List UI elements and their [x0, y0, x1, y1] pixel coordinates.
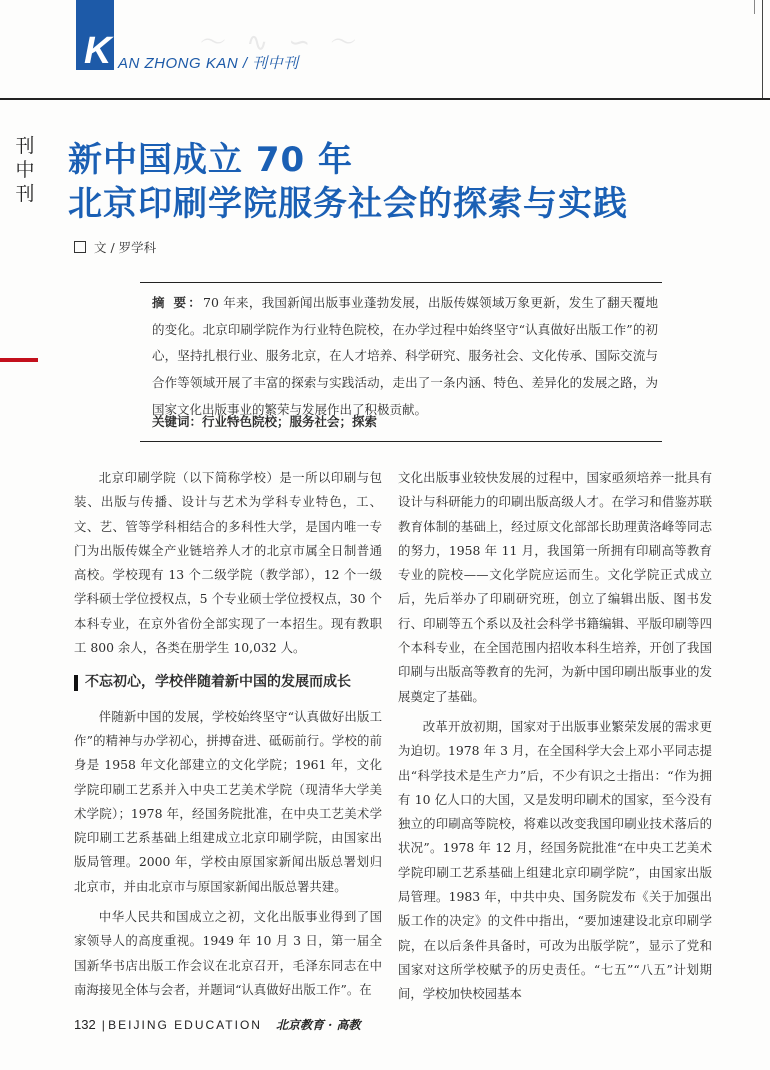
page-number: 132: [74, 1017, 96, 1032]
footer-divider: |: [101, 1018, 109, 1032]
section-side-tab: [14, 134, 36, 206]
side-tab-char: 刊: [15, 183, 35, 205]
title-line-1: 新中国成立 70 年: [68, 140, 353, 180]
header-rule: [0, 98, 770, 100]
abstract-label: 摘 要：: [152, 295, 204, 310]
keywords-label: 关键词：: [152, 414, 203, 429]
paragraph: 文化出版事业较快发展的过程中，国家亟须培养一批具有设计与科研能力的印刷出版高级人才。在学习和借鉴苏联教育体制的基础上，经过原文化部部长助理黄洛峰等同志的努力，1958 年 11 月，我国第一所拥有印刷高等教育专业的院校——文化学院应运而生。文化学院正式成立后，先后举办了印刷研究班，创立了编辑出版、图书发行、印刷等五个系以及社会科学书籍编辑、平版印刷等四个本科专业，在全国范围内招收本科生培养，开创了我国印刷与出版高等教育的先河，为新中国印刷出版事业的发展奠定了基础。: [398, 470, 712, 704]
header-k-letter: K: [84, 30, 112, 72]
paragraph: 北京印刷学院（以下简称学校）是一所以印刷与包装、出版与传播、设计与艺术为学科专业特色，工、文、艺、管等学科相结合的多科性大学，是国内唯一专门为出版传媒全产业链培养人才的北京市属全日制普通高校。学校现有 13 个二级学院（教学部），12 个一级学科硕士学位授权点，5 个专业硕士学位授权点，30 个本科专业，在京外省份全部实现了一本招生。现有教职工 800 余人，各类在册学生 10,032 人。: [74, 470, 382, 656]
keywords-text: 行业特色院校；服务社会；探索: [202, 414, 378, 429]
title-line-2: 北京印刷学院服务社会的探索与实践: [68, 184, 628, 224]
crop-mark: [744, 0, 755, 14]
paragraph: 改革开放初期，国家对于出版事业繁荣发展的需求更为迫切。1978 年 3 月，在全国科学大会上邓小平同志提出“科学技术是生产力”后，不少有识之士指出：“作为拥有 10 亿人口的大国，又是发明印刷术的国家，至今没有独立的印刷高等院校，将难以改变我国印刷业技术落后的状况”。1978 年 12 月，经国务院批准“在中央工艺美术学院印刷工艺系基础上组建北京印刷学院”，由国家出版局管理。1983 年，中共中央、国务院发布《关于加强出版工作的决定》的文件中指出，“要加速建设北京印刷学院，在以后条件具备时，可改为出版学院”，显示了党和国家对这所学校赋予的历史责任。“七五”“八五”计划期间，学校加快校园基本: [398, 718, 712, 1002]
publication-logo: 北京教育 · 高教: [275, 1018, 361, 1032]
paragraph: 中华人民共和国成立之初，文化出版事业得到了国家领导人的高度重视。1949 年 10 月 3 日，第一届全国新华书店出版工作会议在北京召开，毛泽东同志在中南海接见全体与会者，并题词“认真做好出版工作”。在: [74, 909, 382, 997]
header-watermark: 〜 ∿ ∽ 〜: [200, 28, 363, 58]
header-edge-line: [762, 0, 763, 100]
section-heading-text: 不忘初心，学校伴随着新中国的发展而成长: [85, 674, 351, 691]
section-heading: [74, 670, 382, 694]
side-tab-char: 刊: [15, 135, 35, 157]
side-tab-char: 中: [15, 159, 35, 181]
abstract-block: [152, 290, 658, 424]
header-series-name: AN ZHONG KAN / 刊中刊: [118, 55, 299, 72]
byline: [74, 238, 156, 256]
abstract-text: 70 年来，我国新闻出版事业蓬勃发展，出版传媒领域万象更新，发生了翻天覆地的变化。北京印刷学院作为行业特色院校，在办学过程中始终坚守“认真做好出版工作”的初心，坚持扎根行业、服务北京，在人才培养、科学研究、服务社会、文化传承、国际交流与合作等领域开展了丰富的探索与实践活动，走出了一条内涵、特色、差异化的发展之路，为国家文化出版事业的繁荣与发展作出了积极贡献。: [152, 295, 658, 417]
abstract-bottom-rule: [140, 441, 662, 442]
byline-text: 文 / 罗学科: [94, 240, 157, 255]
body-column-right: [398, 466, 712, 1013]
publication-name: BEIJING EDUCATION: [108, 1018, 262, 1032]
page-footer: [74, 1016, 361, 1033]
side-accent-bar: [0, 358, 38, 362]
article-title: [68, 138, 628, 226]
byline-square-icon: [74, 241, 86, 253]
paragraph: 伴随新中国的发展，学校始终坚守“认真做好出版工作”的精神与办学初心，拼搏奋进、砥砺前行。学校的前身是 1958 年文化部建立的文化学院；1961 年，文化学院印刷工艺系并入中央工艺美术学院（现清华大学美术学院）；1978 年，经国务院批准，在中央工艺美术学院印刷工艺系基础上组建成立北京印刷学院，由国家出版局管理。2000 年，学校由原国家新闻出版总署划归北京市，并由北京市与原国家新闻出版总署共建。: [74, 708, 382, 894]
keywords: [152, 412, 377, 430]
abstract-top-rule: [140, 282, 662, 283]
section-bar-icon: [74, 675, 78, 691]
body-column-left: [74, 466, 382, 1008]
